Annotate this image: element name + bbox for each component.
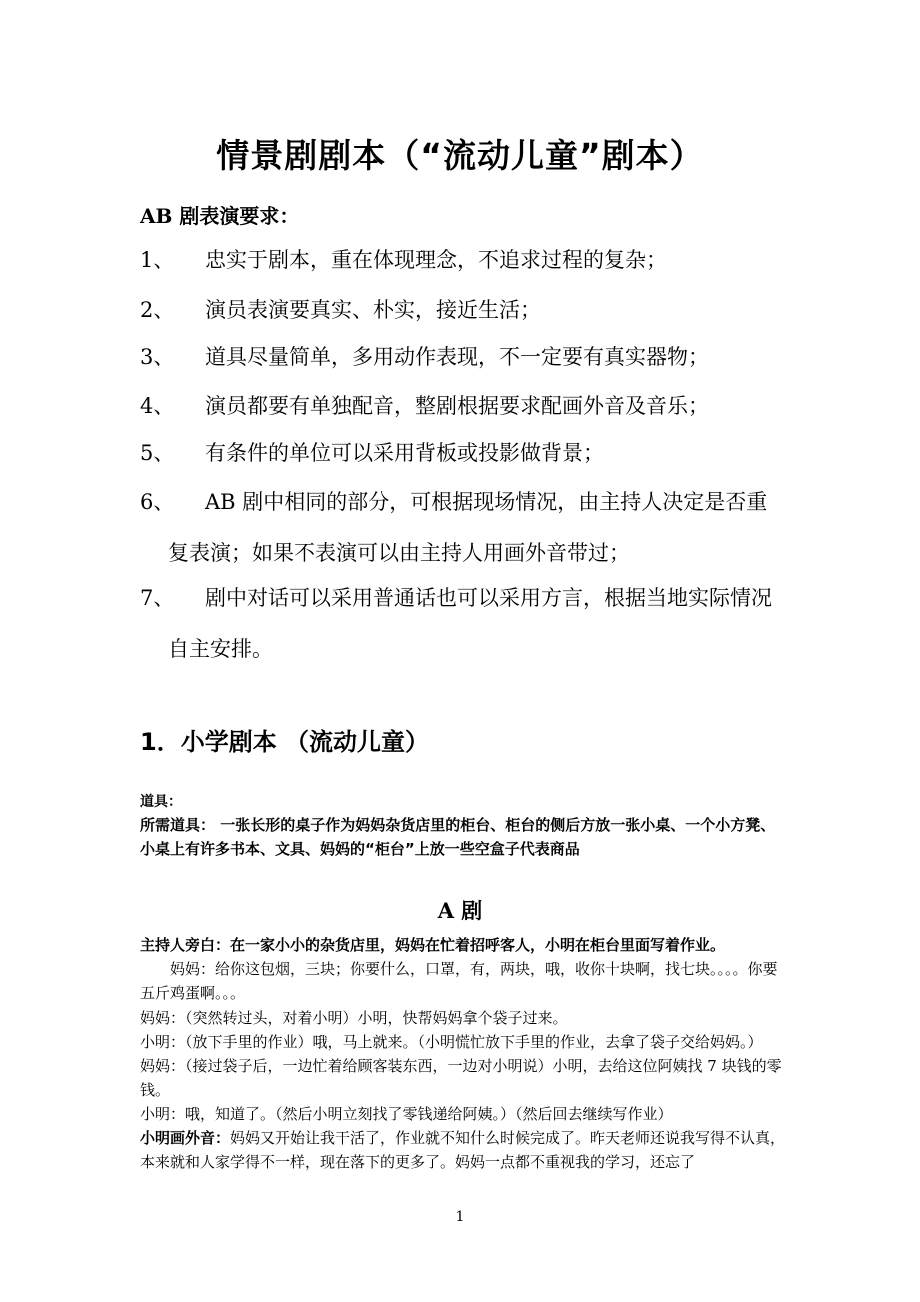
item-text: 忠实于剧本，重在体现理念，不追求过程的复杂； [205, 248, 667, 272]
speaker-label: 小明画外音： [140, 1129, 231, 1147]
item-text: 有条件的单位可以采用背板或投影做背景； [205, 441, 604, 465]
item-number: 2、 [140, 298, 175, 322]
item-text: 演员都要有单独配音，整剧根据要求配画外音及音乐； [205, 394, 709, 418]
item-text: AB 剧中相同的部分，可根据现场情况，由主持人决定是否重 [205, 490, 768, 514]
item-text-continued: 自主安排。 [168, 637, 273, 661]
item-text-continued: 复表演；如果不表演可以由主持人用画外音带过； [168, 541, 630, 565]
item-number: 4、 [140, 394, 175, 418]
narration-line [140, 933, 790, 957]
voiceover-text: 妈妈又开始让我干活了，作业就不知什么时候完成了。昨天老师还说我写得不认真，本来就和人家学得不一样，现在落下的更多了。妈妈一点都不重视我的学习，还忘了 [140, 1129, 786, 1171]
section-heading: 1．小学剧本 （流动儿童） [140, 728, 430, 756]
dialogue-line: 妈妈：（突然转过头，对着小明）小明，快帮妈妈拿个袋子过来。 [140, 1009, 568, 1027]
item-text: 剧中对话可以采用普通话也可以采用方言，根据当地实际情况 [205, 586, 772, 610]
item-number: 7、 [140, 586, 175, 610]
page-title: 情景剧剧本（“流动儿童”剧本） [216, 136, 704, 175]
dialogue-line: 小明：哦，知道了。（然后小明立刻找了零钱递给阿姨。）（然后回去继续写作业） [140, 1105, 673, 1123]
act-title: A 剧 [437, 898, 483, 923]
dialogue-line: 小明：（放下手里的作业）哦，马上就来。（小明慌忙放下手里的作业，去拿了袋子交给妈妈。） [140, 1033, 763, 1051]
props-label: 道具： [140, 794, 182, 810]
speaker-label: 主持人旁白： [140, 936, 231, 954]
requirements-heading: AB 剧表演要求： [140, 204, 300, 228]
item-number: 3、 [140, 345, 175, 369]
narration-text: 在一家小小的杂货店里，妈妈在忙着招呼客人，小明在柜台里面写着作业。 [230, 936, 726, 954]
item-number: 6、 [140, 490, 175, 514]
props-paragraph: 所需道具： 一张长形的桌子作为妈妈杂货店里的柜台、柜台的侧后方放一张小桌、一个小方凳、小桌上有许多书本、文具、妈妈的“柜台”上放一些空盒子代表商品 [140, 816, 776, 858]
dialogue-line: 妈妈：给你这包烟，三块；你要什么，口罩，有，两块，哦，收你十块啊，找七块。。。。你要五斤鸡蛋啊。。。 [140, 960, 778, 1002]
item-text: 演员表演要真实、朴实，接近生活； [205, 298, 541, 322]
page-number: 1 [455, 1209, 465, 1225]
dialogue-line: 妈妈：（接过袋子后，一边忙着给顾客装东西，一边对小明说）小明，去给这位阿姨找 7 块钱的零钱。 [140, 1057, 782, 1099]
voiceover-line [140, 1126, 790, 1174]
item-number: 5、 [140, 441, 175, 465]
item-number: 1、 [140, 248, 175, 272]
item-text: 道具尽量简单，多用动作表现，不一定要有真实器物； [205, 345, 709, 369]
